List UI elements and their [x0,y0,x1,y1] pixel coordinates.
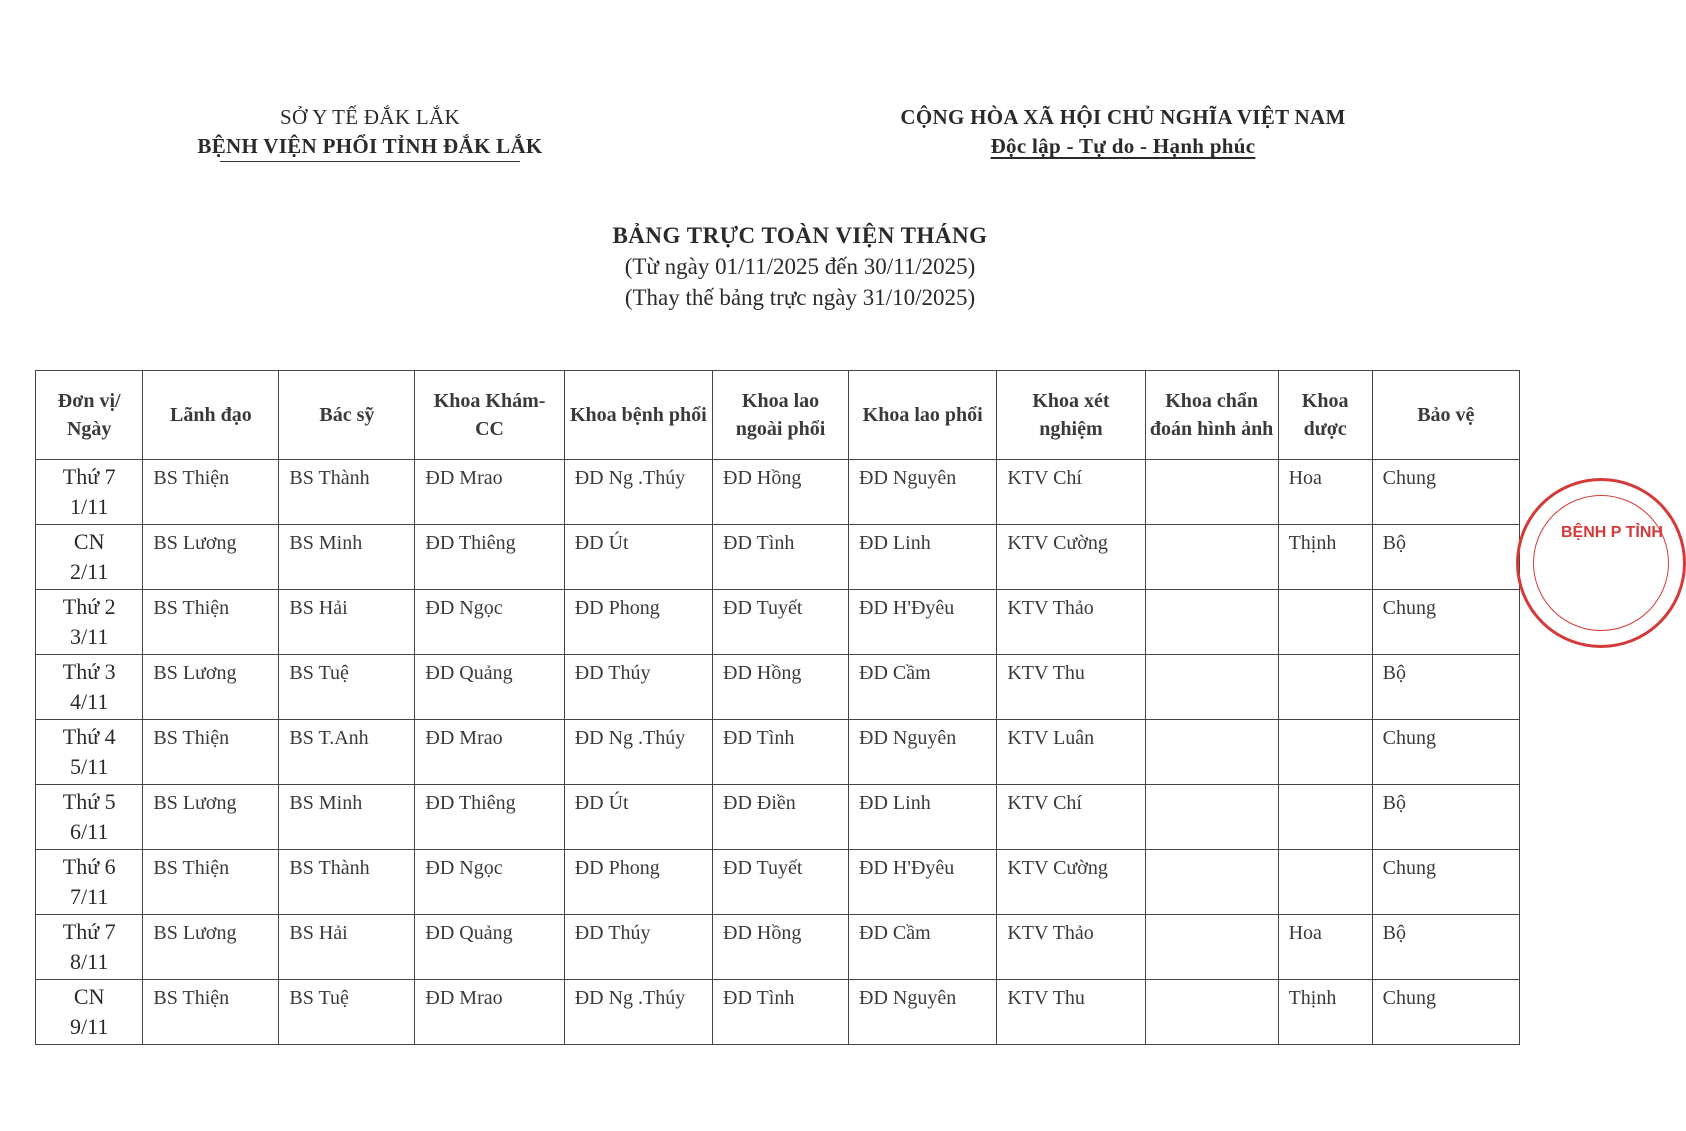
hospital-name: BỆNH VIỆN PHỔI TỈNH ĐẮK LẮK [197,134,543,158]
table-row [36,590,1520,655]
duty-cell: Bộ [1372,915,1519,980]
duty-cell [1278,720,1372,785]
duty-cell: BS Thiện [143,850,279,915]
duty-cell: KTV Thu [997,655,1145,720]
roster-body [36,460,1520,1045]
weekday-label: Thứ 2 [62,594,116,619]
duty-cell: ĐD Thiêng [415,785,564,850]
table-row [36,720,1520,785]
duty-cell: KTV Luân [997,720,1145,785]
seal-text: BỆNH P TỈNH [1561,524,1663,541]
weekday-label: Thứ 4 [62,724,116,749]
duty-cell: BS Thành [279,850,415,915]
duty-cell: Hoa [1278,460,1372,525]
column-header: Khoa chẩn đoán hình ảnh [1145,371,1278,460]
replacement-note: (Thay thế bảng trực ngày 31/10/2025) [624,285,976,310]
seal-inner-ring [1533,495,1669,631]
table-row [36,460,1520,525]
column-header: Khoa bệnh phổi [564,371,712,460]
duty-cell: BS Lương [143,915,279,980]
weekday-label: CN [73,529,105,554]
column-header: Bảo vệ [1372,371,1519,460]
duty-cell: BS Minh [279,525,415,590]
column-header: Khoa lao ngoài phổi [713,371,849,460]
weekday-label: CN [73,984,105,1009]
title-block [385,220,1215,313]
duty-cell: KTV Thảo [997,590,1145,655]
duty-cell: KTV Cường [997,850,1145,915]
date-label: 2/11 [70,559,109,584]
duty-cell: ĐD Thiêng [415,525,564,590]
national-motto: Độc lập - Tự do - Hạnh phúc [990,134,1256,158]
table-row [36,850,1520,915]
duty-cell: ĐD Quảng [415,655,564,720]
duty-cell [1278,590,1372,655]
weekday-label: Thứ 3 [62,659,116,684]
duty-cell: ĐD Nguyên [849,460,997,525]
duty-cell: BS Thiện [143,720,279,785]
date-label: 5/11 [70,754,109,779]
duty-cell: Thịnh [1278,980,1372,1045]
duty-cell: ĐD Mrao [415,720,564,785]
duty-cell [1145,980,1278,1045]
duty-cell: BS Thiện [143,590,279,655]
duty-cell: Bộ [1372,655,1519,720]
duty-cell: ĐD Linh [849,785,997,850]
document-title: BẢNG TRỰC TOÀN VIỆN THÁNG [612,223,988,248]
date-label: 6/11 [70,819,109,844]
duty-cell: ĐD Hồng [713,915,849,980]
header-rule [220,161,520,162]
duty-cell: ĐD Phong [564,590,712,655]
weekday-label: Thứ 7 [62,919,116,944]
duty-cell: ĐD Quảng [415,915,564,980]
column-header: Khoa dược [1278,371,1372,460]
hospital-seal [1516,478,1686,648]
date-label: 9/11 [70,1014,109,1039]
day-cell [36,655,143,720]
duty-cell: KTV Cường [997,525,1145,590]
duty-cell: ĐD Thúy [564,915,712,980]
date-label: 3/11 [70,624,109,649]
date-label: 8/11 [70,949,109,974]
duty-cell [1145,915,1278,980]
duty-cell: ĐD Ngọc [415,850,564,915]
duty-cell: BS Thiện [143,980,279,1045]
duty-cell: KTV Thảo [997,915,1145,980]
duty-cell: BS Lương [143,525,279,590]
duty-cell: Thịnh [1278,525,1372,590]
duty-cell: Chung [1372,460,1519,525]
column-header: Lãnh đạo [143,371,279,460]
duty-cell: ĐD Điền [713,785,849,850]
duty-cell [1278,655,1372,720]
table-row [36,785,1520,850]
duty-cell [1145,720,1278,785]
duty-cell: BS Minh [279,785,415,850]
column-header: Bác sỹ [279,371,415,460]
duty-cell: ĐD Linh [849,525,997,590]
duty-cell: Chung [1372,720,1519,785]
duty-cell: Chung [1372,850,1519,915]
day-cell [36,850,143,915]
duty-cell: ĐD Ng .Thúy [564,720,712,785]
header-row [36,371,1520,460]
duty-cell: BS Tuệ [279,655,415,720]
duty-cell: KTV Chí [997,785,1145,850]
duty-cell: ĐD Hồng [713,460,849,525]
duty-cell: ĐD Tình [713,720,849,785]
department-name: SỞ Y TẾ ĐẮK LẮK [280,105,460,129]
day-cell [36,460,143,525]
duty-cell: Hoa [1278,915,1372,980]
duty-cell: ĐD Tình [713,980,849,1045]
duty-cell: BS Hải [279,590,415,655]
duty-cell: ĐD Tuyết [713,850,849,915]
duty-cell [1145,850,1278,915]
table-row [36,655,1520,720]
column-header: Khoa lao phổi [849,371,997,460]
duty-cell: ĐD Mrao [415,980,564,1045]
country-name: CỘNG HÒA XÃ HỘI CHỦ NGHĨA VIỆT NAM [900,105,1346,129]
duty-cell: ĐD Út [564,785,712,850]
date-range: (Từ ngày 01/11/2025 đến 30/11/2025) [624,254,976,279]
duty-cell: ĐD Tình [713,525,849,590]
duty-cell: ĐD Hồng [713,655,849,720]
duty-cell: ĐD Ngọc [415,590,564,655]
duty-cell: ĐD Thúy [564,655,712,720]
duty-roster-table [35,370,1520,1045]
duty-cell [1145,525,1278,590]
duty-cell: ĐD Út [564,525,712,590]
duty-cell: KTV Chí [997,460,1145,525]
day-cell [36,720,143,785]
duty-cell: BS Thành [279,460,415,525]
day-cell [36,590,143,655]
weekday-label: Thứ 5 [62,789,116,814]
weekday-label: Thứ 6 [62,854,116,879]
duty-cell: BS Lương [143,785,279,850]
duty-cell: Bộ [1372,525,1519,590]
duty-cell: ĐD Nguyên [849,720,997,785]
duty-cell: ĐD Tuyết [713,590,849,655]
day-cell [36,785,143,850]
column-header: Khoa Khám-CC [415,371,564,460]
duty-cell: ĐD H'Đyêu [849,590,997,655]
duty-cell: KTV Thu [997,980,1145,1045]
table-row [36,915,1520,980]
duty-cell: ĐD H'Đyêu [849,850,997,915]
column-header: Đơn vị/ Ngày [36,371,143,460]
duty-cell: Chung [1372,980,1519,1045]
date-label: 1/11 [70,494,109,519]
duty-cell: BS Hải [279,915,415,980]
duty-cell: ĐD Nguyên [849,980,997,1045]
weekday-label: Thứ 7 [62,464,116,489]
date-label: 4/11 [70,689,109,714]
day-cell [36,525,143,590]
duty-cell: BS Tuệ [279,980,415,1045]
duty-cell: Bộ [1372,785,1519,850]
date-label: 7/11 [70,884,109,909]
duty-cell: Chung [1372,590,1519,655]
day-cell [36,915,143,980]
duty-cell: ĐD Mrao [415,460,564,525]
table-row [36,980,1520,1045]
duty-cell [1145,655,1278,720]
duty-cell: BS Thiện [143,460,279,525]
duty-cell: ĐD Ng .Thúy [564,980,712,1045]
duty-cell: ĐD Ng .Thúy [564,460,712,525]
duty-cell: BS T.Anh [279,720,415,785]
duty-cell: ĐD Cầm [849,655,997,720]
day-cell [36,980,143,1045]
duty-cell [1145,785,1278,850]
duty-cell [1278,850,1372,915]
issuer-header [165,103,575,161]
duty-cell [1278,785,1372,850]
column-header: Khoa xét nghiệm [997,371,1145,460]
table-row [36,525,1520,590]
duty-cell [1145,460,1278,525]
duty-cell [1145,590,1278,655]
national-header [868,103,1378,161]
duty-cell: ĐD Phong [564,850,712,915]
duty-cell: BS Lương [143,655,279,720]
duty-cell: ĐD Cầm [849,915,997,980]
